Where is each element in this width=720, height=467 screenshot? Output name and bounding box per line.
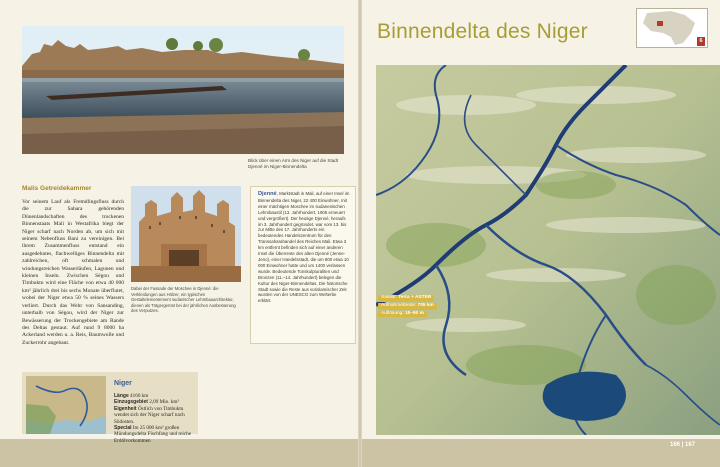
length-value: 4160 km — [130, 393, 149, 399]
legend-resolution-label: Auflösung: — [381, 310, 404, 316]
photo-caption: Blick über einen Arm des Niger auf die Stadt Djenné im Niger-Binnendelta — [248, 158, 339, 169]
legend-line-satellite — [378, 295, 434, 302]
legend-width-label: Aufnahmebreite: — [381, 302, 417, 308]
page-title: Binnendelta des Niger — [377, 20, 588, 43]
mosque-photo — [131, 186, 241, 282]
legend-satellite-value: Terra + ASTER — [398, 295, 432, 300]
basin-value: 2,09 Mio. km² — [149, 399, 180, 406]
legend-line-resolution — [378, 311, 427, 318]
length-label: Länge — [114, 393, 129, 399]
niger-title: Niger — [114, 380, 132, 387]
niger-facts — [114, 393, 198, 444]
mosque-caption: Dabei der Fassade der Moschee in Djenné: die Verkleidungen aus Hölzer, ein typisches Gestaltelementement sudanischer Lehmbauarchitektur, dienen als Trägergerüst bei der jährlichen Ausbesserung des Verputzes. — [131, 286, 236, 314]
chapter-badge: 6 — [697, 37, 705, 46]
page-number: 166 | 167 — [670, 442, 696, 448]
satellite-image — [376, 65, 720, 435]
legend-satellite-label: Satellit: — [381, 295, 397, 300]
satellite-legend — [378, 295, 438, 318]
niger-map — [26, 376, 106, 434]
djenne-text — [258, 191, 350, 304]
djenne-body: , Marktstadt in Mali, auf einer Insel im Binnendelta des Niger, 22 400 Einwohner, mit einer mächtigen Moschee im sudanesischen Lehmbaustil (13. Jahrhundert, 1905 erneuert und vergrößert). Der heutige Djenné, heraufs im 3. Jahrhundert gegründet, war vom 13. bis zur Mitte des 17. Jahrhunderts ein bedeutendes Handelszentrum für den Transsaharahandel des Reiches Mali. Etwa 3 km entfernt befinden sich auf einer anderen Insel die Überreste des alten Djenné (Jenne-Jeno), einer Handelsstadt, die um 800 etwa 10 000 Einwohner hatte und um 1400 verlassen wurde. Bedeutende Tonskulpturaliten und Bronzen (11.–14. Jahrhundert) belegen die Kultur des Niger-Binnendeltas. Die historische Stadt sowie die Reste aus vorislamischer Zeit wurden von der UNESCO zum Welterbe erklärt. — [258, 191, 350, 304]
legend-line-width — [378, 303, 437, 310]
special-label: Special — [114, 425, 132, 432]
legend-width-value: 705 km — [417, 302, 434, 308]
basin-label: Einzugsgebiet — [114, 399, 148, 406]
peculiar-label: Eigenheit — [114, 405, 137, 412]
legend-resolution-value: 15–90 m — [405, 310, 424, 316]
djenne-info-box — [250, 186, 356, 344]
niger-info-box — [22, 372, 198, 444]
page-gutter — [358, 0, 362, 467]
section-body: Vor seinem Lauf als Fremdlingsfluss durch die zur Sahara gehörenden Dünenlandschaften des trockenen Binnenstaats Mali in Westafrika biegt der Niger scharf nach Norden ab, um sich mit seinem Nebenfluss Bani zu vereinigen. Bei ihrem Zusammenfluss entstand ein ausgedehntes, flachwelliges Binnendelta mit zahlreichen, oft schmalen und windungsreichen Wasserläufen, Lagunen und kleinen Inseln. Zwischen Ségou und Timbuktu wird eine Fläche von etwa 40 000 km² jährlich drei bis sechs Monate überflutet, wobei der Niger etwa 50 % seines Wassers verliert. Durch das Wehr von Sansanding, unterhalb von Ségou, wird der Niger zur Bewässerung der Trockengebiete am Rande des Deltas gestaut. Auf rund 9 8000 ha Ackerland werden u. a. Reis, Baumwolle und Zuckerrohr angebaut. — [22, 199, 124, 346]
djenne-heading: Djenné — [258, 191, 277, 197]
special-value: Im 25 000 km² großen Mündungsdelta Fischfang und reiche Erdölvorkommen — [114, 425, 192, 444]
peculiar-value: Östlich von Timbuktu wendet sich der Niger scharf nach Südosten. — [114, 405, 185, 425]
section-title: Malis Getreidekammer — [22, 185, 92, 192]
river-city-photo — [22, 26, 344, 154]
